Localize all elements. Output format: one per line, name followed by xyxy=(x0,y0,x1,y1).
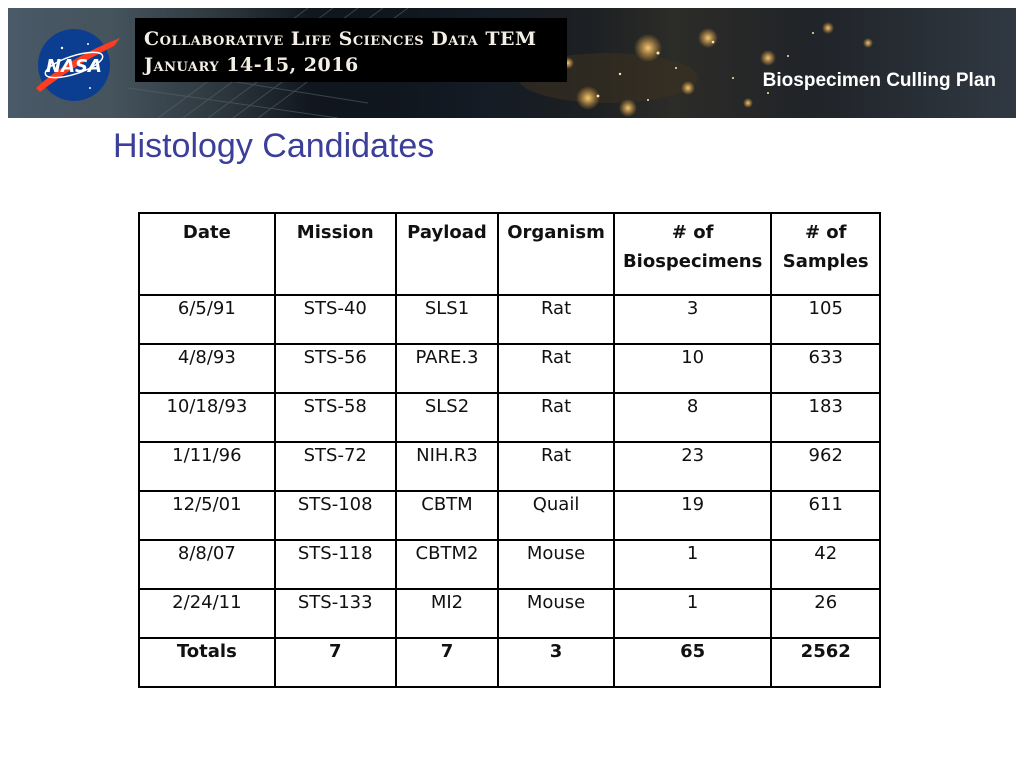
column-header-date: Date xyxy=(139,213,275,295)
table-row xyxy=(139,589,880,638)
cell-payload: PARE.3 xyxy=(396,344,499,393)
event-title: Collaborative Life Sciences Data TEM xyxy=(144,28,537,50)
totals-label: Totals xyxy=(139,638,275,687)
column-header-payload: Payload xyxy=(396,213,499,295)
cell-biospecimens: 10 xyxy=(614,344,772,393)
table-row xyxy=(139,344,880,393)
cell-date: 2/24/11 xyxy=(139,589,275,638)
cell-samples: 633 xyxy=(771,344,880,393)
cell-date: 10/18/93 xyxy=(139,393,275,442)
table-header-row xyxy=(139,213,880,295)
cell-payload: SLS1 xyxy=(396,295,499,344)
cell-date: 4/8/93 xyxy=(139,344,275,393)
table-row xyxy=(139,393,880,442)
cell-biospecimens: 3 xyxy=(614,295,772,344)
totals-biospecimens: 65 xyxy=(614,638,772,687)
cell-payload: CBTM2 xyxy=(396,540,499,589)
page-title: Histology Candidates xyxy=(113,127,435,165)
table-totals-row xyxy=(139,638,880,687)
cell-mission: STS-133 xyxy=(275,589,396,638)
nasa-logo-icon xyxy=(28,18,124,108)
cell-organism: Quail xyxy=(498,491,614,540)
header-banner xyxy=(8,8,1016,118)
nasa-logo-text: NASA xyxy=(46,56,102,77)
cell-organism: Rat xyxy=(498,295,614,344)
cell-organism: Mouse xyxy=(498,540,614,589)
cell-mission: STS-72 xyxy=(275,442,396,491)
cell-date: 8/8/07 xyxy=(139,540,275,589)
cell-organism: Rat xyxy=(498,442,614,491)
totals-samples: 2562 xyxy=(771,638,880,687)
cell-payload: SLS2 xyxy=(396,393,499,442)
cell-date: 6/5/91 xyxy=(139,295,275,344)
table-row xyxy=(139,491,880,540)
cell-samples: 962 xyxy=(771,442,880,491)
cell-mission: STS-108 xyxy=(275,491,396,540)
cell-mission: STS-56 xyxy=(275,344,396,393)
cell-payload: CBTM xyxy=(396,491,499,540)
cell-organism: Rat xyxy=(498,344,614,393)
cell-organism: Rat xyxy=(498,393,614,442)
cell-date: 12/5/01 xyxy=(139,491,275,540)
totals-mission: 7 xyxy=(275,638,396,687)
cell-payload: NIH.R3 xyxy=(396,442,499,491)
cell-biospecimens: 1 xyxy=(614,589,772,638)
cell-biospecimens: 8 xyxy=(614,393,772,442)
totals-organism: 3 xyxy=(498,638,614,687)
cell-mission: STS-118 xyxy=(275,540,396,589)
table-row xyxy=(139,295,880,344)
cell-date: 1/11/96 xyxy=(139,442,275,491)
cell-samples: 42 xyxy=(771,540,880,589)
column-header-biospecimens: # of Biospecimens xyxy=(614,213,772,295)
cell-samples: 105 xyxy=(771,295,880,344)
column-header-samples: # of Samples xyxy=(771,213,880,295)
cell-mission: STS-58 xyxy=(275,393,396,442)
table-row xyxy=(139,540,880,589)
event-date: January 14-15, 2016 xyxy=(144,54,359,76)
cell-samples: 611 xyxy=(771,491,880,540)
histology-table xyxy=(138,212,881,688)
totals-payload: 7 xyxy=(396,638,499,687)
cell-samples: 26 xyxy=(771,589,880,638)
column-header-organism: Organism xyxy=(498,213,614,295)
cell-mission: STS-40 xyxy=(275,295,396,344)
table-row xyxy=(139,442,880,491)
cell-biospecimens: 23 xyxy=(614,442,772,491)
cell-samples: 183 xyxy=(771,393,880,442)
column-header-mission: Mission xyxy=(275,213,396,295)
cell-payload: MI2 xyxy=(396,589,499,638)
cell-organism: Mouse xyxy=(498,589,614,638)
cell-biospecimens: 1 xyxy=(614,540,772,589)
banner-subtitle: Biospecimen Culling Plan xyxy=(762,70,996,91)
cell-biospecimens: 19 xyxy=(614,491,772,540)
event-title-box xyxy=(135,18,567,82)
